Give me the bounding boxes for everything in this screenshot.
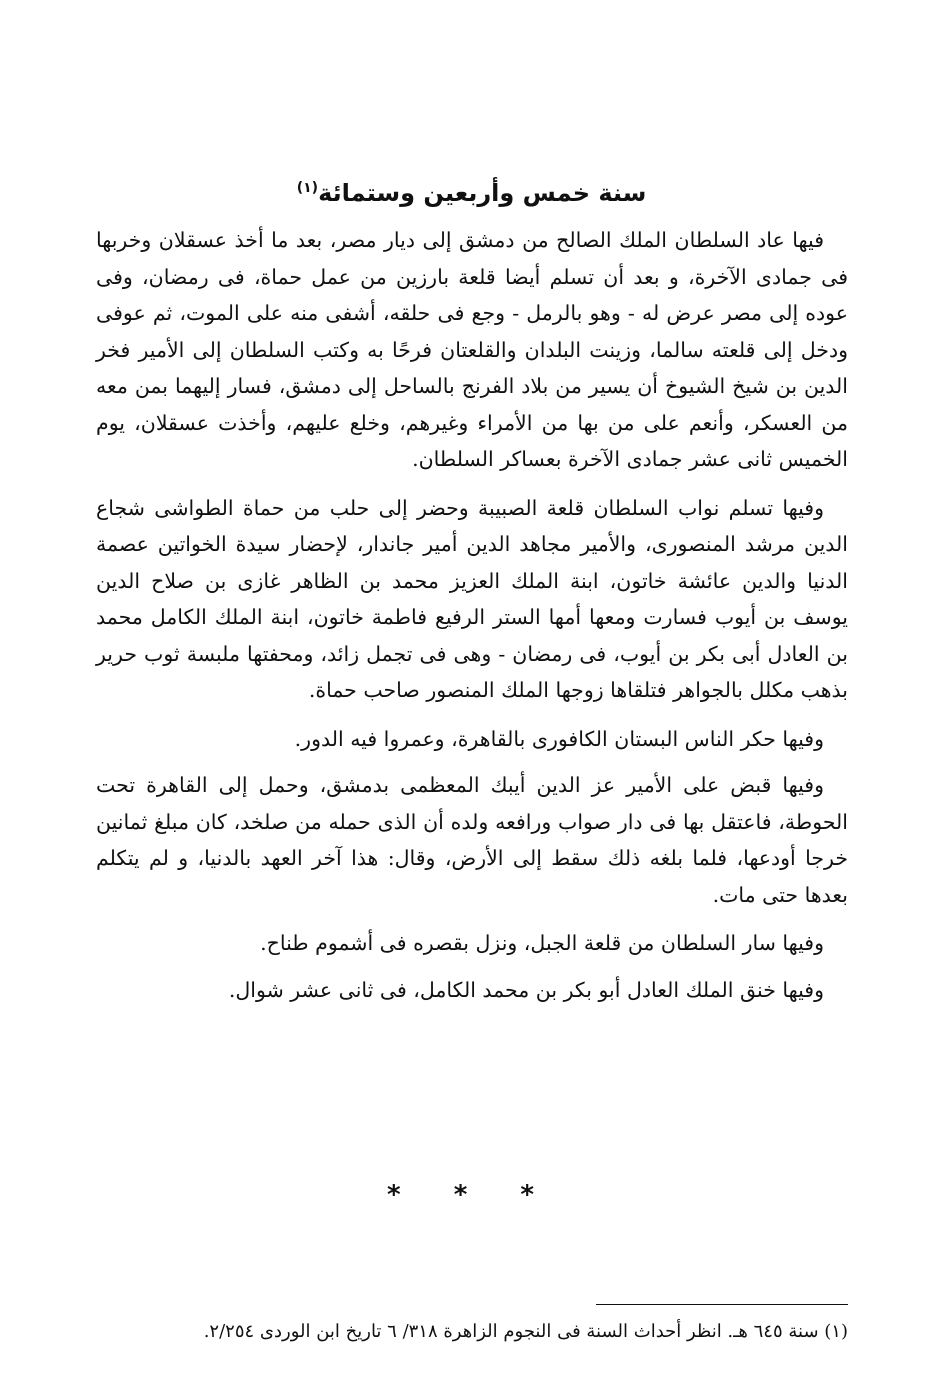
footnote: (١) سنة ٦٤٥ هـ. انظر أحداث السنة فى النجوم الزاهرة ٣١٨/ ٦ تاريخ ابن الوردى ٢/٢٥٤.: [203, 1321, 848, 1342]
footnote-reference[interactable]: (١): [296, 180, 319, 196]
section-separator: * * *: [387, 1180, 556, 1210]
section-heading: [0, 168, 943, 213]
paragraph-subeibe-castle: وفيها تسلم نواب السلطان قلعة الصبيبة وحضر إلى حلب من حماة الطواشى شجاع الدين مرشد المنصورى، والأمير مجاهد الدين أمير جاندار، لإحضار سيدة الخواتين عصمة الدنيا والدين عائشة خاتون، ابنة الملك العزيز محمد بن الظاهر غازى بن صلاح الدين يوسف بن أيوب فسارت ومعها أمها الستر الرفيع فاطمة خاتون، ابنة الملك الكامل محمد بن العادل أبى بكر بن أيوب، فى رمضان - وهى فى تجمل زائد، ومحفتها ملبسة ثوب حرير بذهب مكلل بالجواهر فتلقاها زوجها الملك المنصور صاحب حماة.: [96, 495, 848, 702]
heading-title: سنة خمس وأربعين وستمائة: [318, 179, 647, 207]
paragraph-arrest-aybak: وفيها قبض على الأمير عز الدين أيبك المعظمى بدمشق، وحمل إلى القاهرة تحت الحوطة، فاعتقل بها فى دار صواب ورافعه ولده أن الذى حمله من صلخد، كان مبلغ ثمانين خرجا أودعها، فلما بلغه ذلك سقط إلى الأرض، وقال: هذا آخر العهد بالدنيا، و لم يتكلم بعدها حتى مات.: [96, 773, 848, 907]
paragraph-kafuri-garden: وفيها حكر الناس البستان الكافورى بالقاهرة، وعمروا فيه الدور.: [294, 726, 824, 751]
paragraph-sultan-travel: وفيها سار السلطان من قلعة الجبل، ونزل بقصره فى أشموم طناح.: [260, 931, 824, 955]
paragraph-adil-death: وفيها خنق الملك العادل أبو بكر بن محمد الكامل، فى ثانى عشر شوال.: [228, 977, 824, 1002]
paragraph-return-of-sultan: فيها عاد السلطان الملك الصالح من دمشق إلى ديار مصر، بعد ما أخذ عسقلان وخربها فى جمادى الآخرة، و بعد أن تسلم أيضا قلعة بارزين من عمل حماة، فى رمضان، وفى عوده إلى مصر عرض له - وهو بالرمل - وجع فى حلقه، أشفى منه على الموت، ثم عوفى ودخل إلى قلعته سالما، وزينت البلدان والقلعتان فرحًا به وكتب السلطان إلى الأمير فخر الدين بن شيخ الشيوخ أن يسير من بلاد الفرنج بالساحل إلى دمشق، فسار إليهما بمن معه من العسكر، وأنعم على من بها من الأمراء وغيرهم، وخلع عليهم، وأخذت عسقلان، يوم الخميس ثانى عشر جمادى الآخرة بعساكر السلطان.: [96, 228, 848, 471]
body-text: [96, 222, 848, 1018]
footnote-divider: [596, 1304, 848, 1305]
